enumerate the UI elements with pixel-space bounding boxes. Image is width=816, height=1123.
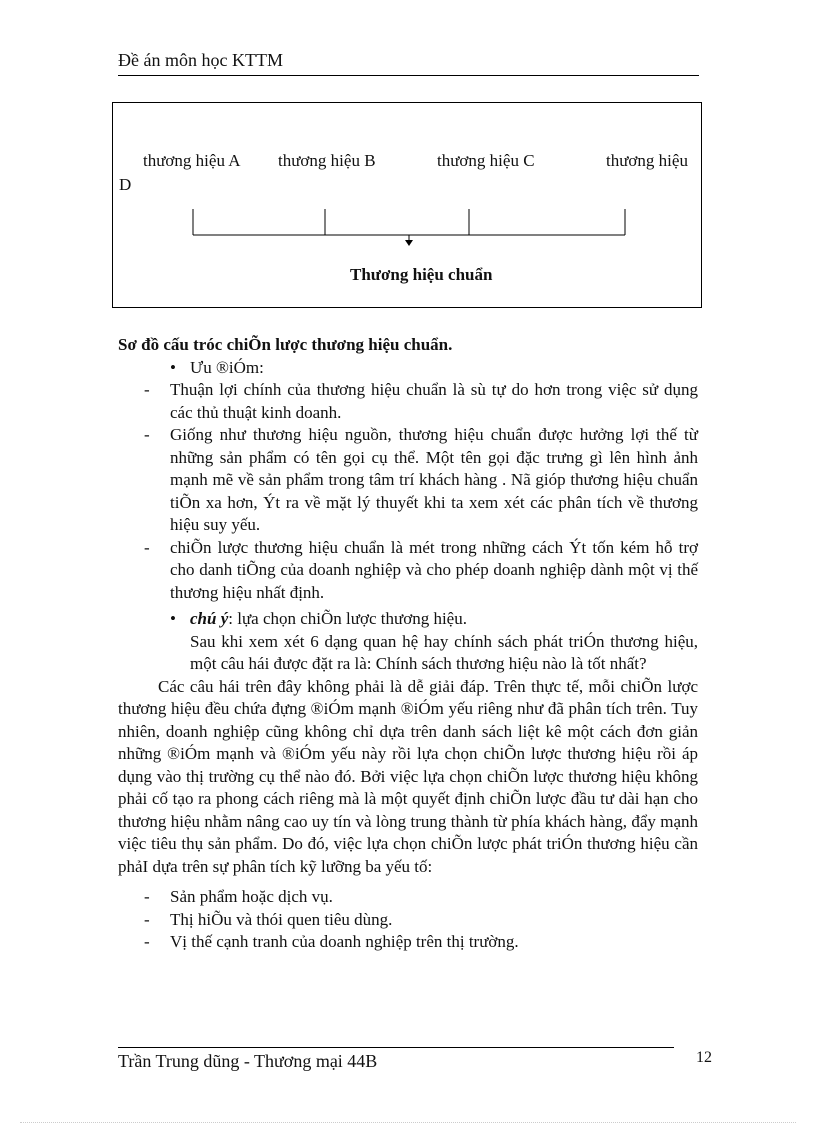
- advantages-list: [118, 379, 698, 604]
- list-item: - Giống như thương hiệu nguồn, thương hiệu chuẩn được hưởng lợi thế từ những sản phẩm có tên gọi cụ thể. Một tên gọi đặc trưng gì lên hình ảnh mạnh mẽ về sản phẩm trong tâm trí khách hàng . Nã gióp thương hiệu chuẩn tiÕn xa hơn, Ýt ra về mặt lý thuyết khi ta xem xét các phân tích về thương hiệu suy yếu.: [144, 425, 698, 534]
- bullet-icon: •: [170, 357, 176, 377]
- list-item: - Thuận lợi chính của thương hiệu chuẩn là sù tự do hơn trong việc sử dụng các thủ thuật kinh doanh.: [144, 380, 698, 422]
- note-bullet: [118, 608, 698, 631]
- factors-list: [118, 886, 698, 954]
- list-item: - chiÕn lược thương hiệu chuẩn là mét trong những cách Ýt tốn kém hỗ trợ cho danh tiÕng của doanh nghiệp và cho phép doanh nghiệp dành một vị thế thương hiệu nhất định.: [144, 537, 698, 602]
- brand-d-letter: D: [119, 175, 132, 194]
- bullet-icon: •: [170, 609, 176, 628]
- footer-author: Trần Trung dũng - Thương mại 44B: [118, 1051, 378, 1071]
- list-item: - Sản phẩm hoặc dịch vụ.: [118, 886, 698, 909]
- down-arrow-icon: [405, 240, 413, 246]
- standard-brand-label: Thương hiệu chuẩn: [350, 265, 493, 284]
- brand-c-label: thương hiệu C: [437, 151, 535, 170]
- advantages-label: Ưu ®iÓm:: [190, 357, 264, 377]
- section-heading: Sơ đồ cấu tróc chiÕn lược thương hiệu chuẩn.: [118, 335, 453, 354]
- brand-a-label: thương hiệu A: [143, 151, 241, 170]
- page-number: 12: [696, 1049, 712, 1066]
- note-body: Sau khi xem xét 6 dạng quan hệ hay chính sách phát triÓn thương hiệu, một câu hái được đặt ra là: Chính sách thương hiệu nào là tốt nhất?: [190, 631, 698, 673]
- note-label: chú ý: [190, 609, 229, 628]
- brand-structure-diagram: [112, 102, 702, 308]
- advantages-bullet: [118, 357, 698, 380]
- analysis-paragraph: Các câu hái trên đây không phải là dễ giải đáp. Trên thực tế, mỗi chiÕn lược thương hiệu đều chứa đựng ®iÓm mạnh ®iÓm yếu riêng như đã phân tích trên. Tuy nhiên, doanh nghiệp cũng không chỉ dựa trên danh sách liệt kê một cách đơn giản những ®iÓm mạnh và ®iÓm yếu này rồi lựa chọn chiÕn lược thương hiệu rồi áp dụng vào thị trường cụ thể nào đó. Bởi việc lựa chọn chiÕn lược thương hiệu không phải cố tạo ra phong cách riêng mà là một quyết định chiÕn lược đầu tư dài hạn cho thương hiệu nhằm nâng cao uy tín và lòng trung thành từ phía khách hàng, đẩy mạnh việc tiêu thụ sản phẩm. Do đó, việc lựa chọn chiÕn lược phát triÓn thương hiệu cần phảI dựa trên sự phân tích kỹ lưỡng ba yếu tố:: [118, 676, 698, 876]
- dash-icon: -: [144, 537, 150, 557]
- note-text: : lựa chọn chiÕn lược thương hiệu.: [228, 609, 467, 628]
- dash-icon: -: [144, 932, 150, 951]
- body-content: [118, 334, 698, 954]
- footer-rule: [118, 1047, 674, 1048]
- dash-icon: -: [144, 380, 150, 399]
- dash-icon: -: [144, 425, 150, 444]
- brand-d-label: thương hiệu: [606, 151, 688, 170]
- list-item: - Thị hiÕu và thói quen tiêu dùng.: [118, 909, 698, 932]
- header-rule: [118, 75, 699, 76]
- list-item: - Vị thế cạnh tranh của doanh nghiệp trên thị trường.: [118, 931, 698, 954]
- dash-icon: -: [144, 909, 150, 929]
- brand-b-label: thương hiệu B: [278, 151, 376, 170]
- dash-icon: -: [144, 887, 150, 906]
- page-header: Đề án môn học KTTM: [118, 50, 283, 70]
